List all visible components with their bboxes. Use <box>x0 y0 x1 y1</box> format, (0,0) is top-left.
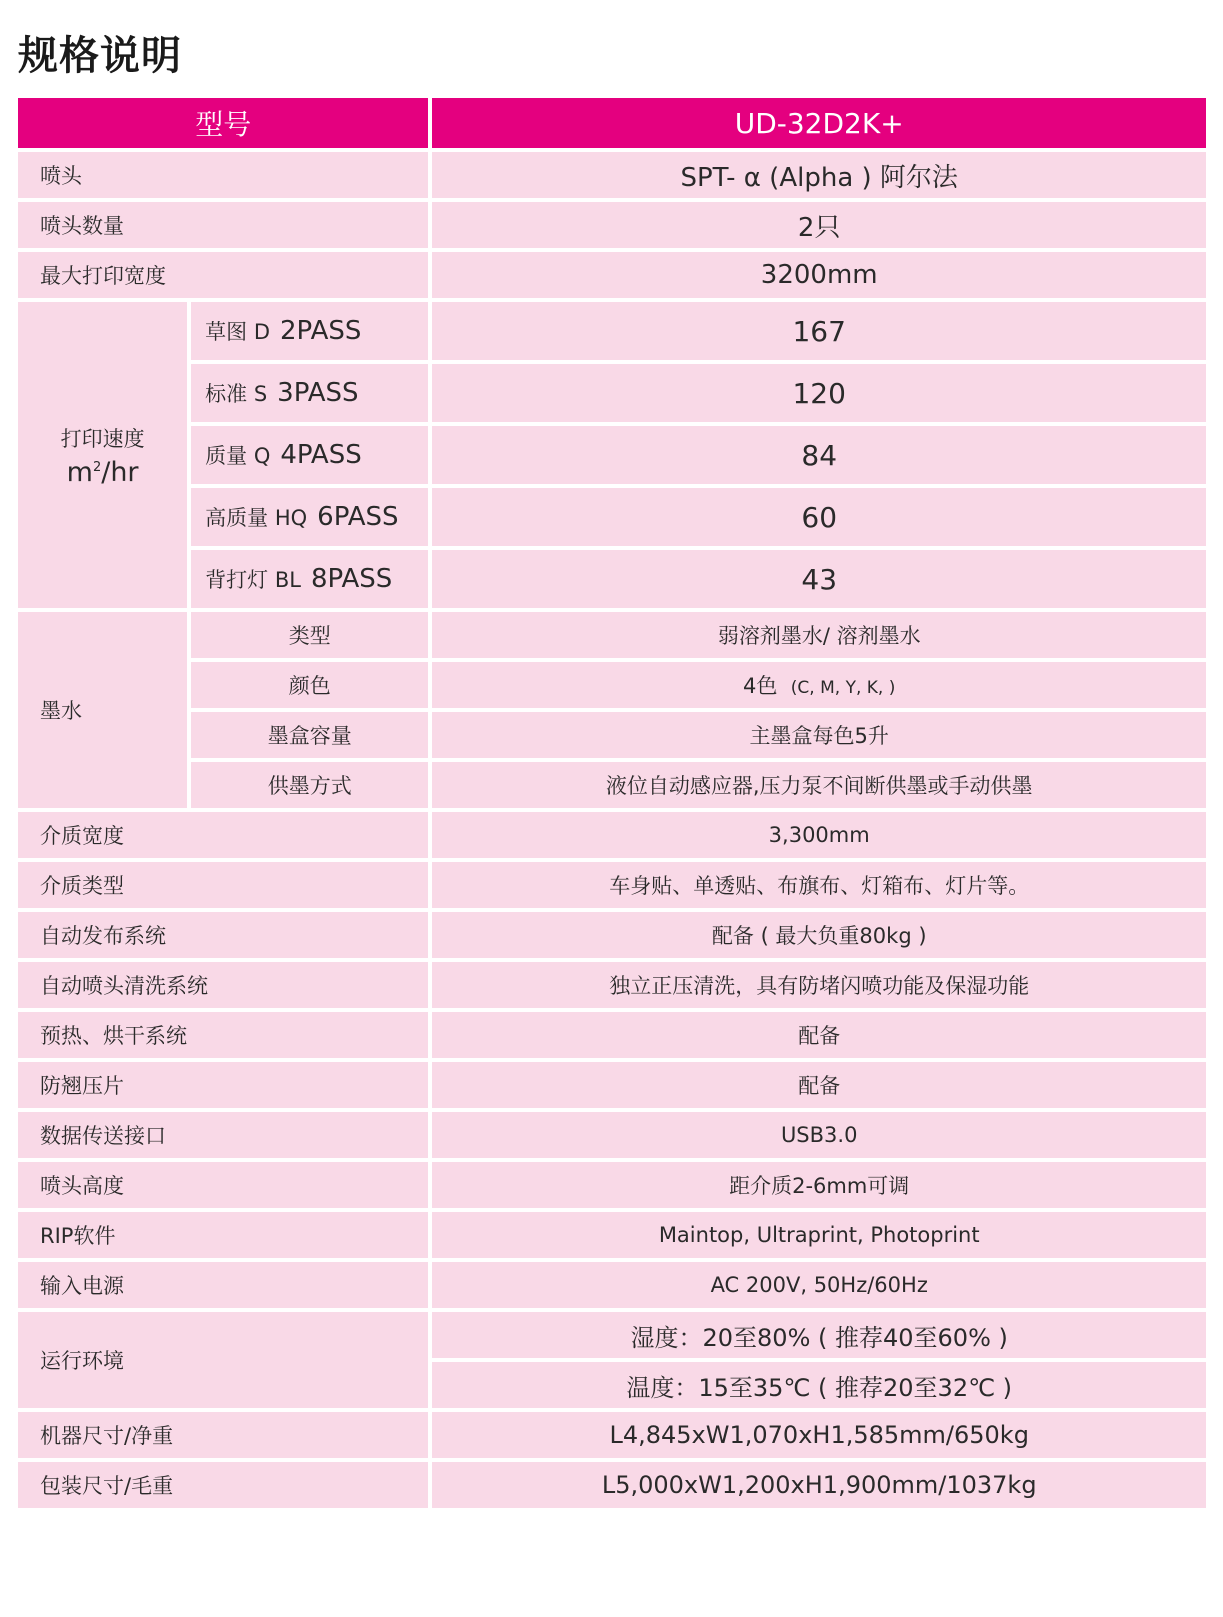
ink-row <box>18 762 1206 808</box>
table-row <box>18 1412 1206 1458</box>
header-model: UD-32D2K+ <box>432 98 1206 148</box>
row-label: 自动喷头清洗系统 <box>18 962 428 1008</box>
table-row <box>18 252 1206 298</box>
speed-value: 120 <box>432 364 1206 422</box>
env-row <box>18 1312 1206 1358</box>
ink-item-value: 4色 (C, M, Y, K, ) <box>432 662 1206 708</box>
speed-mode: 背打灯 BL 8PASS <box>191 550 428 608</box>
ink-item-label: 颜色 <box>191 662 428 708</box>
table-row <box>18 862 1206 908</box>
row-label: 喷头 <box>18 152 428 198</box>
speed-row <box>18 488 1206 546</box>
row-label: 自动发布系统 <box>18 912 428 958</box>
ink-row <box>18 612 1206 658</box>
speed-unit: $m^2/hr$ <box>66 456 139 488</box>
row-label: 机器尺寸/净重 <box>18 1412 428 1458</box>
ink-item-label: 类型 <box>191 612 428 658</box>
row-label: RIP软件 <box>18 1212 428 1258</box>
row-value: 2只 <box>432 202 1206 248</box>
speed-value: 60 <box>432 488 1206 546</box>
table-row <box>18 1162 1206 1208</box>
table-row <box>18 202 1206 248</box>
row-label: 防翘压片 <box>18 1062 428 1108</box>
header-row <box>18 98 1206 148</box>
table-row <box>18 1012 1206 1058</box>
row-value: USB3.0 <box>432 1112 1206 1158</box>
row-value: AC 200V, 50Hz/60Hz <box>432 1262 1206 1308</box>
ink-item-value: 弱溶剂墨水/ 溶剂墨水 <box>432 612 1206 658</box>
table-row <box>18 1262 1206 1308</box>
table-row <box>18 1462 1206 1508</box>
ink-label: 墨水 <box>18 612 187 808</box>
row-label: 数据传送接口 <box>18 1112 428 1158</box>
ink-row <box>18 662 1206 708</box>
speed-value: 167 <box>432 302 1206 360</box>
speed-row <box>18 364 1206 422</box>
row-value: 独立正压清洗，具有防堵闪喷功能及保湿功能 <box>432 962 1206 1008</box>
row-value: 3,300mm <box>432 812 1206 858</box>
table-row <box>18 1062 1206 1108</box>
ink-item-label: 供墨方式 <box>191 762 428 808</box>
speed-value: 84 <box>432 426 1206 484</box>
env-temperature: 温度：15至35℃ ( 推荐20至32℃ ) <box>432 1362 1206 1408</box>
env-humidity: 湿度：20至80% ( 推荐40至60% ) <box>432 1312 1206 1358</box>
row-label: 介质类型 <box>18 862 428 908</box>
row-value: 距介质2-6mm可调 <box>432 1162 1206 1208</box>
ink-row <box>18 712 1206 758</box>
row-label: 喷头高度 <box>18 1162 428 1208</box>
row-value: L4,845xW1,070xH1,585mm/650kg <box>432 1412 1206 1458</box>
speed-mode: 草图 D 2PASS <box>191 302 428 360</box>
spec-table <box>14 94 1210 1512</box>
table-row <box>18 962 1206 1008</box>
row-value: 配备 <box>432 1062 1206 1108</box>
speed-row <box>18 550 1206 608</box>
header-label: 型号 <box>18 98 428 148</box>
page-title: 规格说明 <box>18 33 182 79</box>
speed-row <box>18 302 1206 360</box>
row-value: 配备 <box>432 1012 1206 1058</box>
row-value: 配备 ( 最大负重80kg ) <box>432 912 1206 958</box>
ink-item-label: 墨盒容量 <box>191 712 428 758</box>
row-label: 喷头数量 <box>18 202 428 248</box>
speed-row <box>18 426 1206 484</box>
row-label: 介质宽度 <box>18 812 428 858</box>
table-row <box>18 152 1206 198</box>
row-value: Maintop, Ultraprint, Photoprint <box>432 1212 1206 1258</box>
speed-mode: 高质量 HQ 6PASS <box>191 488 428 546</box>
speed-mode: 标准 S 3PASS <box>191 364 428 422</box>
row-value: 3200mm <box>432 252 1206 298</box>
speed-label: 打印速度 <box>60 426 145 451</box>
speed-mode: 质量 Q 4PASS <box>191 426 428 484</box>
env-label: 运行环境 <box>18 1312 428 1408</box>
ink-item-value: 主墨盒每色5升 <box>432 712 1206 758</box>
ink-item-value: 液位自动感应器,压力泵不间断供墨或手动供墨 <box>432 762 1206 808</box>
table-row <box>18 812 1206 858</box>
row-label: 包装尺寸/毛重 <box>18 1462 428 1508</box>
row-value: SPT- α (Alpha ) 阿尔法 <box>432 152 1206 198</box>
table-row <box>18 1112 1206 1158</box>
speed-value: 43 <box>432 550 1206 608</box>
row-label: 输入电源 <box>18 1262 428 1308</box>
row-label: 预热、烘干系统 <box>18 1012 428 1058</box>
row-label: 最大打印宽度 <box>18 252 428 298</box>
speed-label-cell <box>18 302 187 608</box>
table-row <box>18 912 1206 958</box>
row-value: 车身贴、单透贴、布旗布、灯箱布、灯片等。 <box>432 862 1206 908</box>
table-row <box>18 1212 1206 1258</box>
row-value: L5,000xW1,200xH1,900mm/1037kg <box>432 1462 1206 1508</box>
